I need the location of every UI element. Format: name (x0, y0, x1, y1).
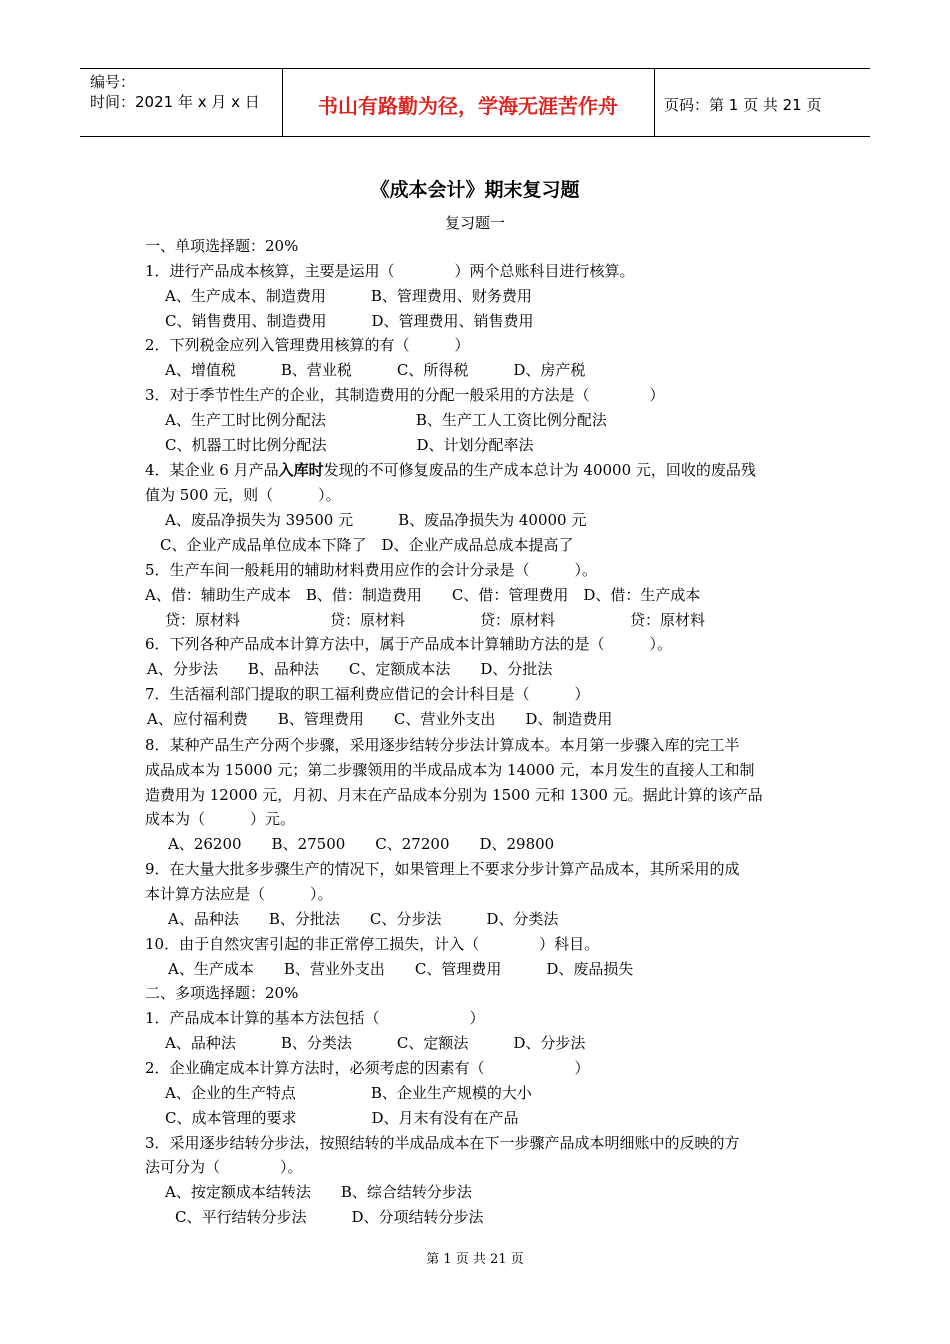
question-text: 6．下列各种产品成本计算方法中，属于产品成本计算辅助方法的是（ ）。 (145, 635, 673, 653)
question-text: 10．由于自然灾害引起的非正常停工损失，计入（ ）科目。 (145, 935, 600, 953)
section-heading-multi-choice: 二、多项选择题：20% (145, 984, 299, 1002)
question-text: 3．对于季节性生产的企业，其制造费用的分配一般采用的方法是（ ） (145, 386, 665, 404)
header-page-info: 页码：第 1 页 共 21 页 (664, 96, 822, 114)
option-line: A、分步法 B、品种法 C、定额成本法 D、分批法 (147, 660, 553, 678)
option-line: A、增值税 B、营业税 C、所得税 D、房产税 (165, 361, 586, 379)
header-top-rule (80, 68, 870, 69)
question-text: 值为 500 元，则（ ）。 (145, 486, 341, 504)
question-text: 3．采用逐步结转分步法，按照结转的半成品成本在下一步骤产品成本明细账中的反映的方 (145, 1134, 740, 1152)
question-text: 本计算方法应是（ ）。 (145, 885, 333, 903)
question-text: 成本为（ ）元。 (145, 810, 296, 828)
header-motto: 书山有路勤为径，学海无涯苦作舟 (318, 94, 618, 118)
question-text (145, 461, 756, 479)
option-line: C、平行结转分步法 D、分项结转分步法 (175, 1208, 484, 1226)
question-text: 7．生活福利部门提取的职工福利费应借记的会计科目是（ ） (145, 685, 590, 703)
question-text: 成品成本为 15000 元；第二步骤领用的半成品成本为 14000 元，本月发生的直接人工和制 (145, 761, 755, 779)
option-line: A、按定额成本结转法 B、综合结转分步法 (165, 1183, 472, 1201)
header-bottom-rule (80, 136, 870, 137)
header-divider-right (654, 68, 655, 136)
question-text: 造费用为 12000 元，月初、月末在产品成本分别为 1500 元和 1300 元。据此计算的该产品 (145, 786, 763, 804)
question-text: 9．在大量大批多步骤生产的情况下，如果管理上不要求分步计算产品成本，其所采用的成 (145, 860, 740, 878)
option-line: C、企业产成品单位成本下降了 D、企业产成品总成本提高了 (160, 536, 574, 554)
option-line: C、成本管理的要求 D、月末有没有在产品 (165, 1109, 519, 1127)
option-line: A、26200 B、27500 C、27200 D、29800 (168, 835, 555, 853)
question-text-part: 发现的不可修复废品的生产成本总计为 40000 元，回收的废品残 (323, 461, 756, 479)
document-title: 《成本会计》期末复习题 (370, 179, 580, 201)
option-line: 贷：原材料 贷：原材料 贷：原材料 贷：原材料 (165, 611, 706, 629)
option-line: A、品种法 B、分类法 C、定额法 D、分步法 (165, 1034, 586, 1052)
option-line: A、生产工时比例分配法 B、生产工人工资比例分配法 (165, 411, 607, 429)
question-text: 1．产品成本计算的基本方法包括（ ） (145, 1009, 485, 1027)
option-line: A、生产成本、制造费用 B、管理费用、财务费用 (165, 287, 532, 305)
question-text: 法可分为（ ）。 (145, 1158, 303, 1176)
header-date: 时间：2021 年 x 月 x 日 (90, 93, 260, 111)
page-footer: 第 1 页 共 21 页 (426, 1252, 524, 1267)
question-text: 8．某种产品生产分两个步骤，采用逐步结转分步法计算成本。本月第一步骤入库的完工半 (145, 736, 740, 754)
question-text: 2．下列税金应列入管理费用核算的有（ ） (145, 336, 470, 354)
question-text: 2．企业确定成本计算方法时，必须考虑的因素有（ ） (145, 1059, 590, 1077)
option-line: C、销售费用、制造费用 D、管理费用、销售费用 (165, 312, 534, 330)
question-text: 5．生产车间一般耗用的辅助材料费用应作的会计分录是（ ）。 (145, 561, 598, 579)
question-text-bold: 入库时 (278, 461, 324, 479)
header-number-label: 编号： (90, 73, 136, 91)
option-line: A、企业的生产特点 B、企业生产规模的大小 (165, 1084, 532, 1102)
question-text: 1．进行产品成本核算，主要是运用（ ）两个总账科目进行核算。 (145, 262, 635, 280)
option-line: A、应付福利费 B、管理费用 C、营业外支出 D、制造费用 (147, 710, 613, 728)
option-line: A、品种法 B、分批法 C、分步法 D、分类法 (168, 910, 559, 928)
question-text-part: 4．某企业 6 月产品 (145, 461, 279, 479)
option-line: A、废品净损失为 39500 元 B、废品净损失为 40000 元 (165, 511, 587, 529)
option-line: A、生产成本 B、营业外支出 C、管理费用 D、废品损失 (168, 960, 634, 978)
document-subtitle: 复习题一 (444, 214, 505, 232)
section-heading-single-choice: 一、单项选择题：20% (145, 237, 299, 255)
option-line: C、机器工时比例分配法 D、计划分配率法 (165, 436, 534, 454)
option-line: A、借：辅助生产成本 B、借：制造费用 C、借：管理费用 D、借：生产成本 (145, 586, 701, 604)
